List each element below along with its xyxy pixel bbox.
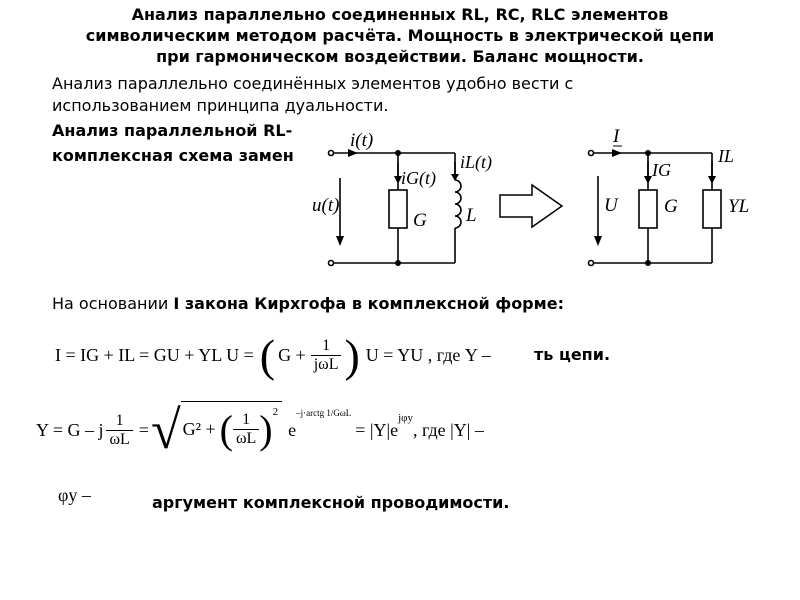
current-label: i(t) <box>350 130 374 151</box>
formula2-sqrt-frac-den: ωL <box>233 429 259 448</box>
complex-current-arrow-head <box>612 149 622 157</box>
left-circuit-background <box>315 118 515 278</box>
g-label: G <box>413 210 427 231</box>
right-node-top <box>645 150 651 156</box>
ig-label: iG(t) <box>401 168 436 188</box>
argument-text: аргумент комплексной проводимости. <box>152 493 510 512</box>
formula-current-sum: I = IG + IL = GU + YL U = ( G + 1 jωL ) U = YU , где Y – <box>55 329 491 381</box>
formula2-exp-power: –j·arctg 1/GωL <box>296 408 352 418</box>
formula2-fraction <box>106 412 132 449</box>
formula2-rhs-power: jφy <box>398 412 414 424</box>
formula2-frac-den: ωL <box>106 430 132 449</box>
complex-ig-arrow-head <box>644 176 652 184</box>
kirchhoff-line <box>52 293 564 315</box>
complex-il-label: IL <box>718 146 735 166</box>
voltage-label: u(t) <box>312 195 340 216</box>
complex-il-arrow-head <box>708 176 716 184</box>
admittance-yl <box>703 190 721 228</box>
complex-yl-label: YL <box>728 196 750 217</box>
kirchhoff-prefix: На основании <box>52 294 174 313</box>
formula1-frac-den: jωL <box>311 355 342 374</box>
sqrt-content: G² + ( $\frac{1}{\omega L}$ ) $^2$ <box>181 401 283 453</box>
formula2-rhs: = |Y|e <box>355 419 399 440</box>
title-line-1: Анализ параллельно соединенных RL, RC, RLC элементов <box>131 5 669 24</box>
kirchhoff-bold: I закона Кирхгофа в комплексной форме: <box>173 294 564 313</box>
left-terminal-bottom <box>329 261 334 266</box>
formula2-lhs: Y = G – j <box>36 419 104 440</box>
circuits-diagram <box>300 118 770 278</box>
scheme-heading: комплексная схема замен <box>52 146 294 165</box>
intro-line-2: использованием принципа дуальности. <box>52 96 389 115</box>
left-node-bottom <box>395 260 401 266</box>
formula-admittance: Y = G – j $\frac{1}{\omega L}$ = √ G² + ( $\frac{1}{\omega L}$ ) $^2$ e –j·arctg 1/GωL = |Y|e $^{j\varphi y}$ , где |Y| – <box>36 400 484 460</box>
complex-voltage-arrow-head <box>594 236 602 246</box>
formula2-sqrt-g: G² + <box>182 419 216 439</box>
formula2-tail: , где |Y| – <box>413 419 484 440</box>
intro-line-1: Анализ параллельно соединённых элементов удобно вести с <box>52 74 574 93</box>
complex-current-label: I <box>613 126 620 147</box>
formula-phi: φy – <box>58 485 91 505</box>
complex-voltage-label: U <box>604 195 618 216</box>
right-terminal-top <box>589 151 594 156</box>
sqrt-icon: √ <box>150 400 181 460</box>
formula2-frac-num: 1 <box>115 411 124 429</box>
formula1-frac-num: 1 <box>322 336 331 354</box>
resistor-g-complex <box>639 190 657 228</box>
analysis-heading: Анализ параллельной RL- <box>52 121 293 140</box>
complex-ig-label: IG <box>652 160 671 180</box>
formula2-exp: e <box>288 419 297 440</box>
formula1-fraction <box>311 337 342 374</box>
formula1-paren-g: G + <box>278 344 306 365</box>
chain-fragment: ть цепи. <box>534 345 611 364</box>
l-label: L <box>466 205 477 226</box>
title-line-3: при гармоническом воздействии. Баланс мощности. <box>156 47 644 66</box>
right-node-bottom <box>645 260 651 266</box>
il-label: iL(t) <box>460 152 493 172</box>
slide-title <box>20 4 780 67</box>
formula1-lhs: I = IG + IL = GU + YL U = <box>55 344 254 365</box>
formula1-rhs: U = YU , где Y – <box>365 344 491 365</box>
left-terminal-top <box>329 151 334 156</box>
formula2-sqrt-frac-num: 1 <box>242 411 251 428</box>
right-terminal-bottom <box>589 261 594 266</box>
title-line-2: символическим методом расчёта. Мощность в электрической цепи <box>85 26 715 45</box>
complex-g-label: G <box>664 196 678 217</box>
left-node-top <box>395 150 401 156</box>
